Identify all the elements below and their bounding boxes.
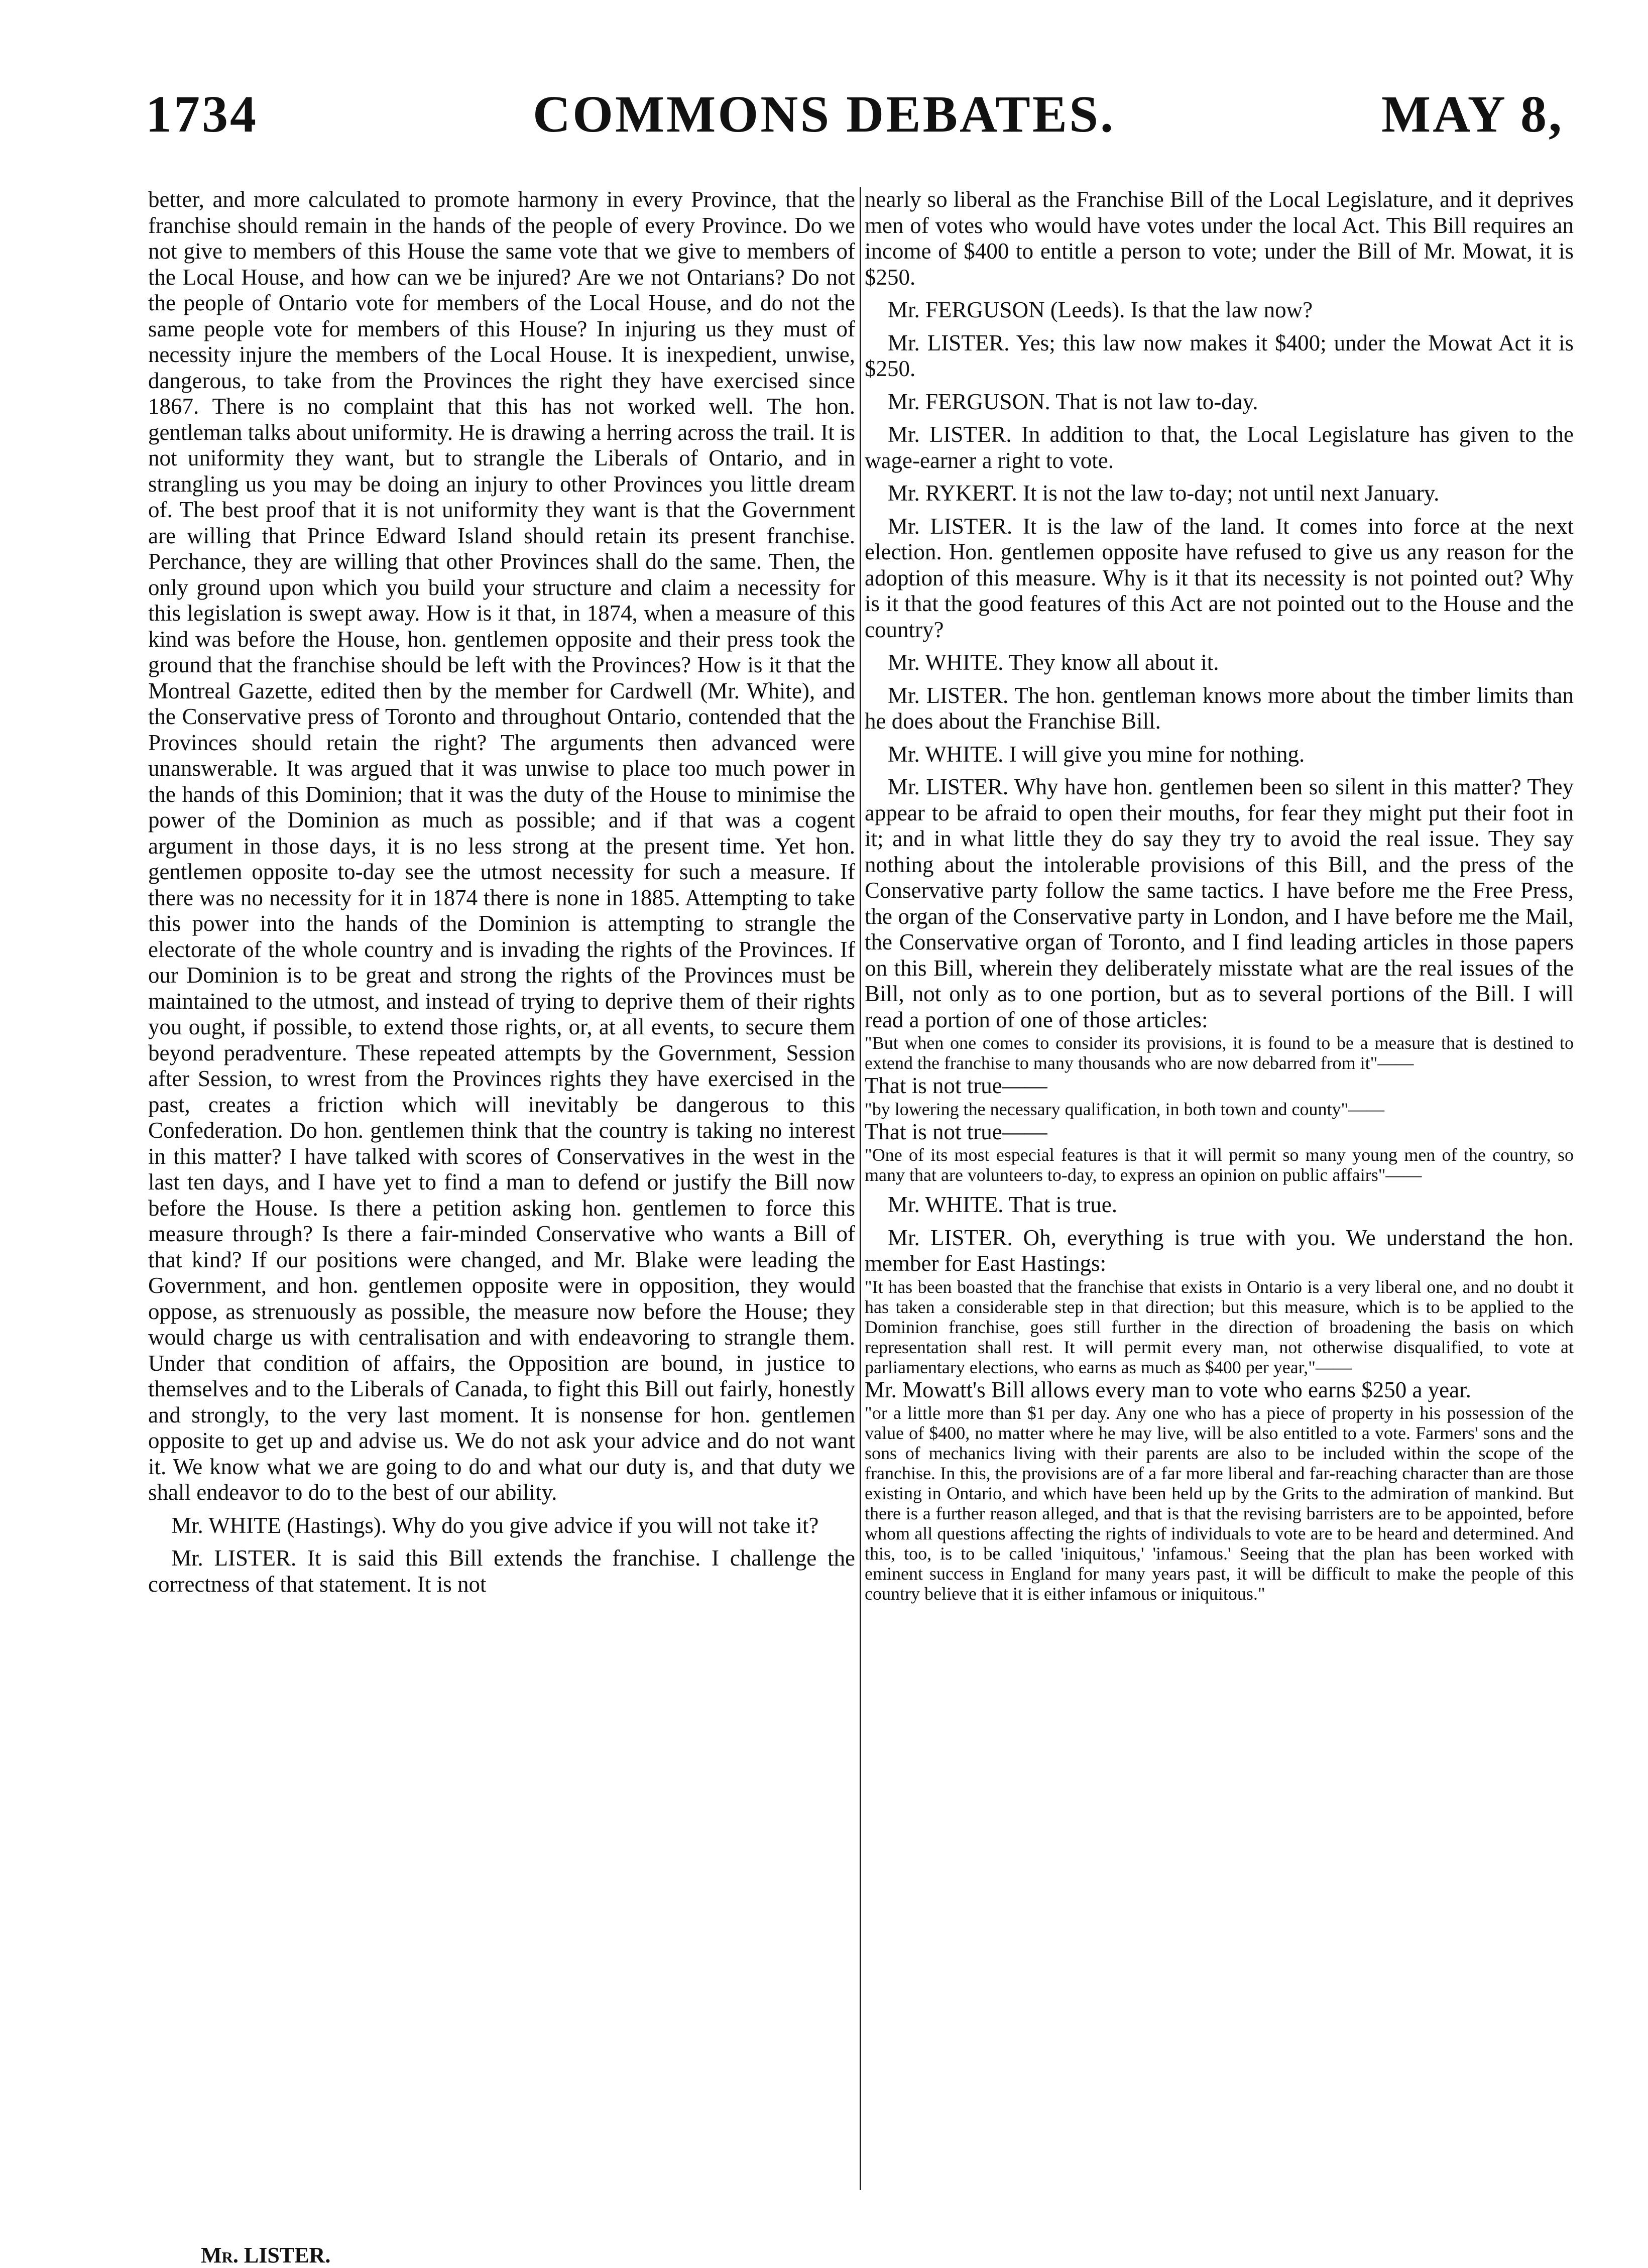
paragraph: Mr. RYKERT. It is not the law to-day; not until next January. bbox=[888, 481, 1440, 506]
right-column bbox=[865, 187, 1574, 2198]
page-title: COMMONS DEBATES. bbox=[533, 85, 1115, 143]
paragraph: Mr. FERGUSON. That is not law to-day. bbox=[888, 389, 1258, 414]
paragraph: Mr. LISTER. It is said this Bill extends the franchise. I challenge the correctness of that statement. It is not bbox=[148, 1545, 855, 1597]
paragraph: Mr. FERGUSON (Leeds). Is that the law now? bbox=[888, 297, 1313, 322]
quoted-excerpt: "One of its most especial features is that it will permit so many young men of the country, so many that are volunteers to-day, to express an opinion on public affairs"—— bbox=[865, 1145, 1574, 1185]
quoted-excerpt: "But when one comes to consider its provisions, it is found to be a measure that is destined to extend the franchise to many thousands who are now debarred from it"—— bbox=[865, 1033, 1574, 1073]
paragraph: better, and more calculated to promote harmony in every Province, that the franchise should remain in the hands of the people of every Province. Do we not give to members of this House the same vote that we give to members of the Local House, and how can we be injured? Are we not Ontarians? Do not the people of Ontario vote for members of the Local House, and do not the same people vote for members of this House? In injuring us they must of necessity injure the members of the Local House. It is inexpedient, unwise, dangerous, to take from the Provinces the right they have exercised since 1867. There is no complaint that this has not worked well. The hon. gentleman talks about uniformity. He is drawing a herring across the trail. It is not uniformity they want, but to strangle the Liberals of Ontario, and in strangling us you may be doing an injury to other Provinces you little dream of. The best proof that it is not uniformity they want is that the Government are willing that Prince Edward Island should retain its present franchise. Perchance, they are willing that other Provinces shall do the same. Then, the only ground upon which you build your structure and claim a necessity for this legislation is swept away. How is it that, in 1874, when a measure of this kind was before the House, hon. gentlemen opposite and their press took the ground that the franchise should be left with the Provinces? How is it that the Montreal Gazette, edited then by the member for Cardwell (Mr. White), and the Conservative press of Toronto and throughout Ontario, contended that the Provinces should retain the right? The arguments then advanced were unanswerable. It was argued that it was unwise to place too much power in the hands of this Dominion; that it was the duty of the House to minimise the power of the Dominion as much as possible; and if that was a cogent argument in those days, it is no less strong at the present time. Yet hon. gentlemen opposite to-day see the utmost necessity for such a measure. If there was no necessity for it in 1874 there is none in 1885. Attempting to take this power into the hands of the Dominion is attempting to strangle the electorate of the whole country and is invading the rights of the Provinces. If our Dominion is to be great and strong the rights of the Provinces must be maintained to the utmost, and instead of trying to deprive them of their rights you ought, if possible, to extend those rights, or, at all events, to secure them beyond peradventure. These repeated attempts by the Government, Session after Session, to wrest from the Provinces rights they have exercised in the past, creates a friction which will inevitably be dangerous to this Confederation. Do hon. gentlemen think that the country is taking no interest in this matter? I have talked with scores of Conservatives in the west in the last ten days, and I have yet to find a man to defend or justify the Bill now before the House. Is there a petition asking hon. gentlemen to force this measure through? Is there a fair-minded Conservative who wants a Bill of that kind? If our positions were changed, and Mr. Blake were leading the Government, and hon. gentlemen opposite were in opposition, they would oppose, as strenuously as possible, the measure now before the House; they would charge us with centralisation and with endeavoring to strangle them. Under that condition of affairs, the Opposition are bound, in justice to themselves and to the Liberals of Canada, to fight this Bill out fairly, honestly and strongly, to the very last moment. It is nonsense for hon. gentlemen opposite to get up and advise us. We do not ask your advice and do not want it. We know what we are going to do and what our duty is, and that duty we shall endeavor to do to the best of our ability. bbox=[148, 187, 855, 1505]
paragraph: Mr. LISTER. Yes; this law now makes it $400; under the Mowat Act it is $250. bbox=[865, 330, 1574, 381]
paragraph: Mr. LISTER. The hon. gentleman knows more about the timber limits than he does about the Franchise Bill. bbox=[865, 682, 1574, 734]
column-divider bbox=[860, 187, 861, 2190]
page-number: 1734 bbox=[146, 85, 258, 143]
quoted-excerpt: "It has been boasted that the franchise that exists in Ontario is a very liberal one, and no doubt it has taken a considerable step in that direction; but this measure, which is to be applied to the Dominion franchise, goes still further in the direction of broadening the basis on which representation shall rest. It will permit every man, not otherwise disqualified, to vote at parliamentary elections, who earns as much as $400 per year,"—— bbox=[865, 1276, 1574, 1377]
running-footer: Mr. LISTER. bbox=[201, 2243, 331, 2267]
paragraph: Mr. WHITE. They know all about it. bbox=[888, 650, 1219, 675]
paragraph: That is not true—— bbox=[865, 1073, 1047, 1098]
paragraph: That is not true—— bbox=[865, 1119, 1047, 1144]
paragraph: Mr. LISTER. Why have hon. gentlemen been so silent in this matter? They appear to be afraid to open their mouths, for fear they might put their foot in it; and in what little they do say they try to avoid the real issue. They say nothing about the intolerable provisions of this Bill, and the press of the Conservative party follow the same tactics. I have before me the Free Press, the organ of the Conservative party in London, and I have before me the Mail, the Conservative organ of Toronto, and I find leading articles in those papers on this Bill, wherein they deliberately misstate what are the real issues of the Bill, not only as to one portion, but as to several portions of the Bill. I will read a portion of one of those articles: bbox=[865, 774, 1574, 1032]
paragraph: nearly so liberal as the Franchise Bill of the Local Legislature, and it deprives men of votes who would have votes under the local Act. This Bill requires an income of $400 to entitle a person to vote; under the Bill of Mr. Mowat, it is $250. bbox=[865, 187, 1574, 290]
paragraph: Mr. WHITE. I will give you mine for nothing. bbox=[888, 741, 1305, 767]
paragraph: Mr. LISTER. Oh, everything is true with you. We understand the hon. member for East Hastings: bbox=[865, 1225, 1574, 1276]
quoted-excerpt: "by lowering the necessary qualification, in both town and county"—— bbox=[865, 1099, 1385, 1119]
quoted-excerpt: "or a little more than $1 per day. Any one who has a piece of property in his possession of the value of $400, no matter where he may live, will be also entitled to a vote. Farmers' sons and the sons of mechanics living with their parents are also to be included within the scope of the franchise. In this, the provisions are of a far more liberal and far-reaching character than are those existing in Ontario, and which have been held up by the Grits to the admiration of mankind. But there is a further reason alleged, and that is that the revising barristers are to be appointed, before whom all questions affecting the rights of individuals to vote are to be heard and determined. And this, too, is to be called 'iniquitous,' 'infamous.' Seeing that the plan has been worked with eminent success in England for many years past, it will be difficult to make the people of this country believe that it is either infamous or iniquitous." bbox=[865, 1403, 1574, 1604]
paragraph: Mr. LISTER. It is the law of the land. It comes into force at the next election. Hon. gentlemen opposite have refused to give us any reason for the adoption of this measure. Why is it that its necessity is not pointed out? Why is it that the good features of this Act are not pointed out to the House and the country? bbox=[865, 513, 1574, 642]
page-date: MAY 8, bbox=[1381, 85, 1564, 143]
paragraph: Mr. Mowatt's Bill allows every man to vote who earns $250 a year. bbox=[865, 1377, 1471, 1402]
paragraph: Mr. WHITE (Hastings). Why do you give advice if you will not take it? bbox=[171, 1512, 819, 1538]
paragraph: Mr. LISTER. In addition to that, the Local Legislature has given to the wage-earner a right to vote. bbox=[865, 422, 1574, 473]
left-column bbox=[148, 187, 855, 2198]
page-header bbox=[0, 0, 1648, 151]
paragraph: Mr. WHITE. That is true. bbox=[888, 1192, 1118, 1217]
